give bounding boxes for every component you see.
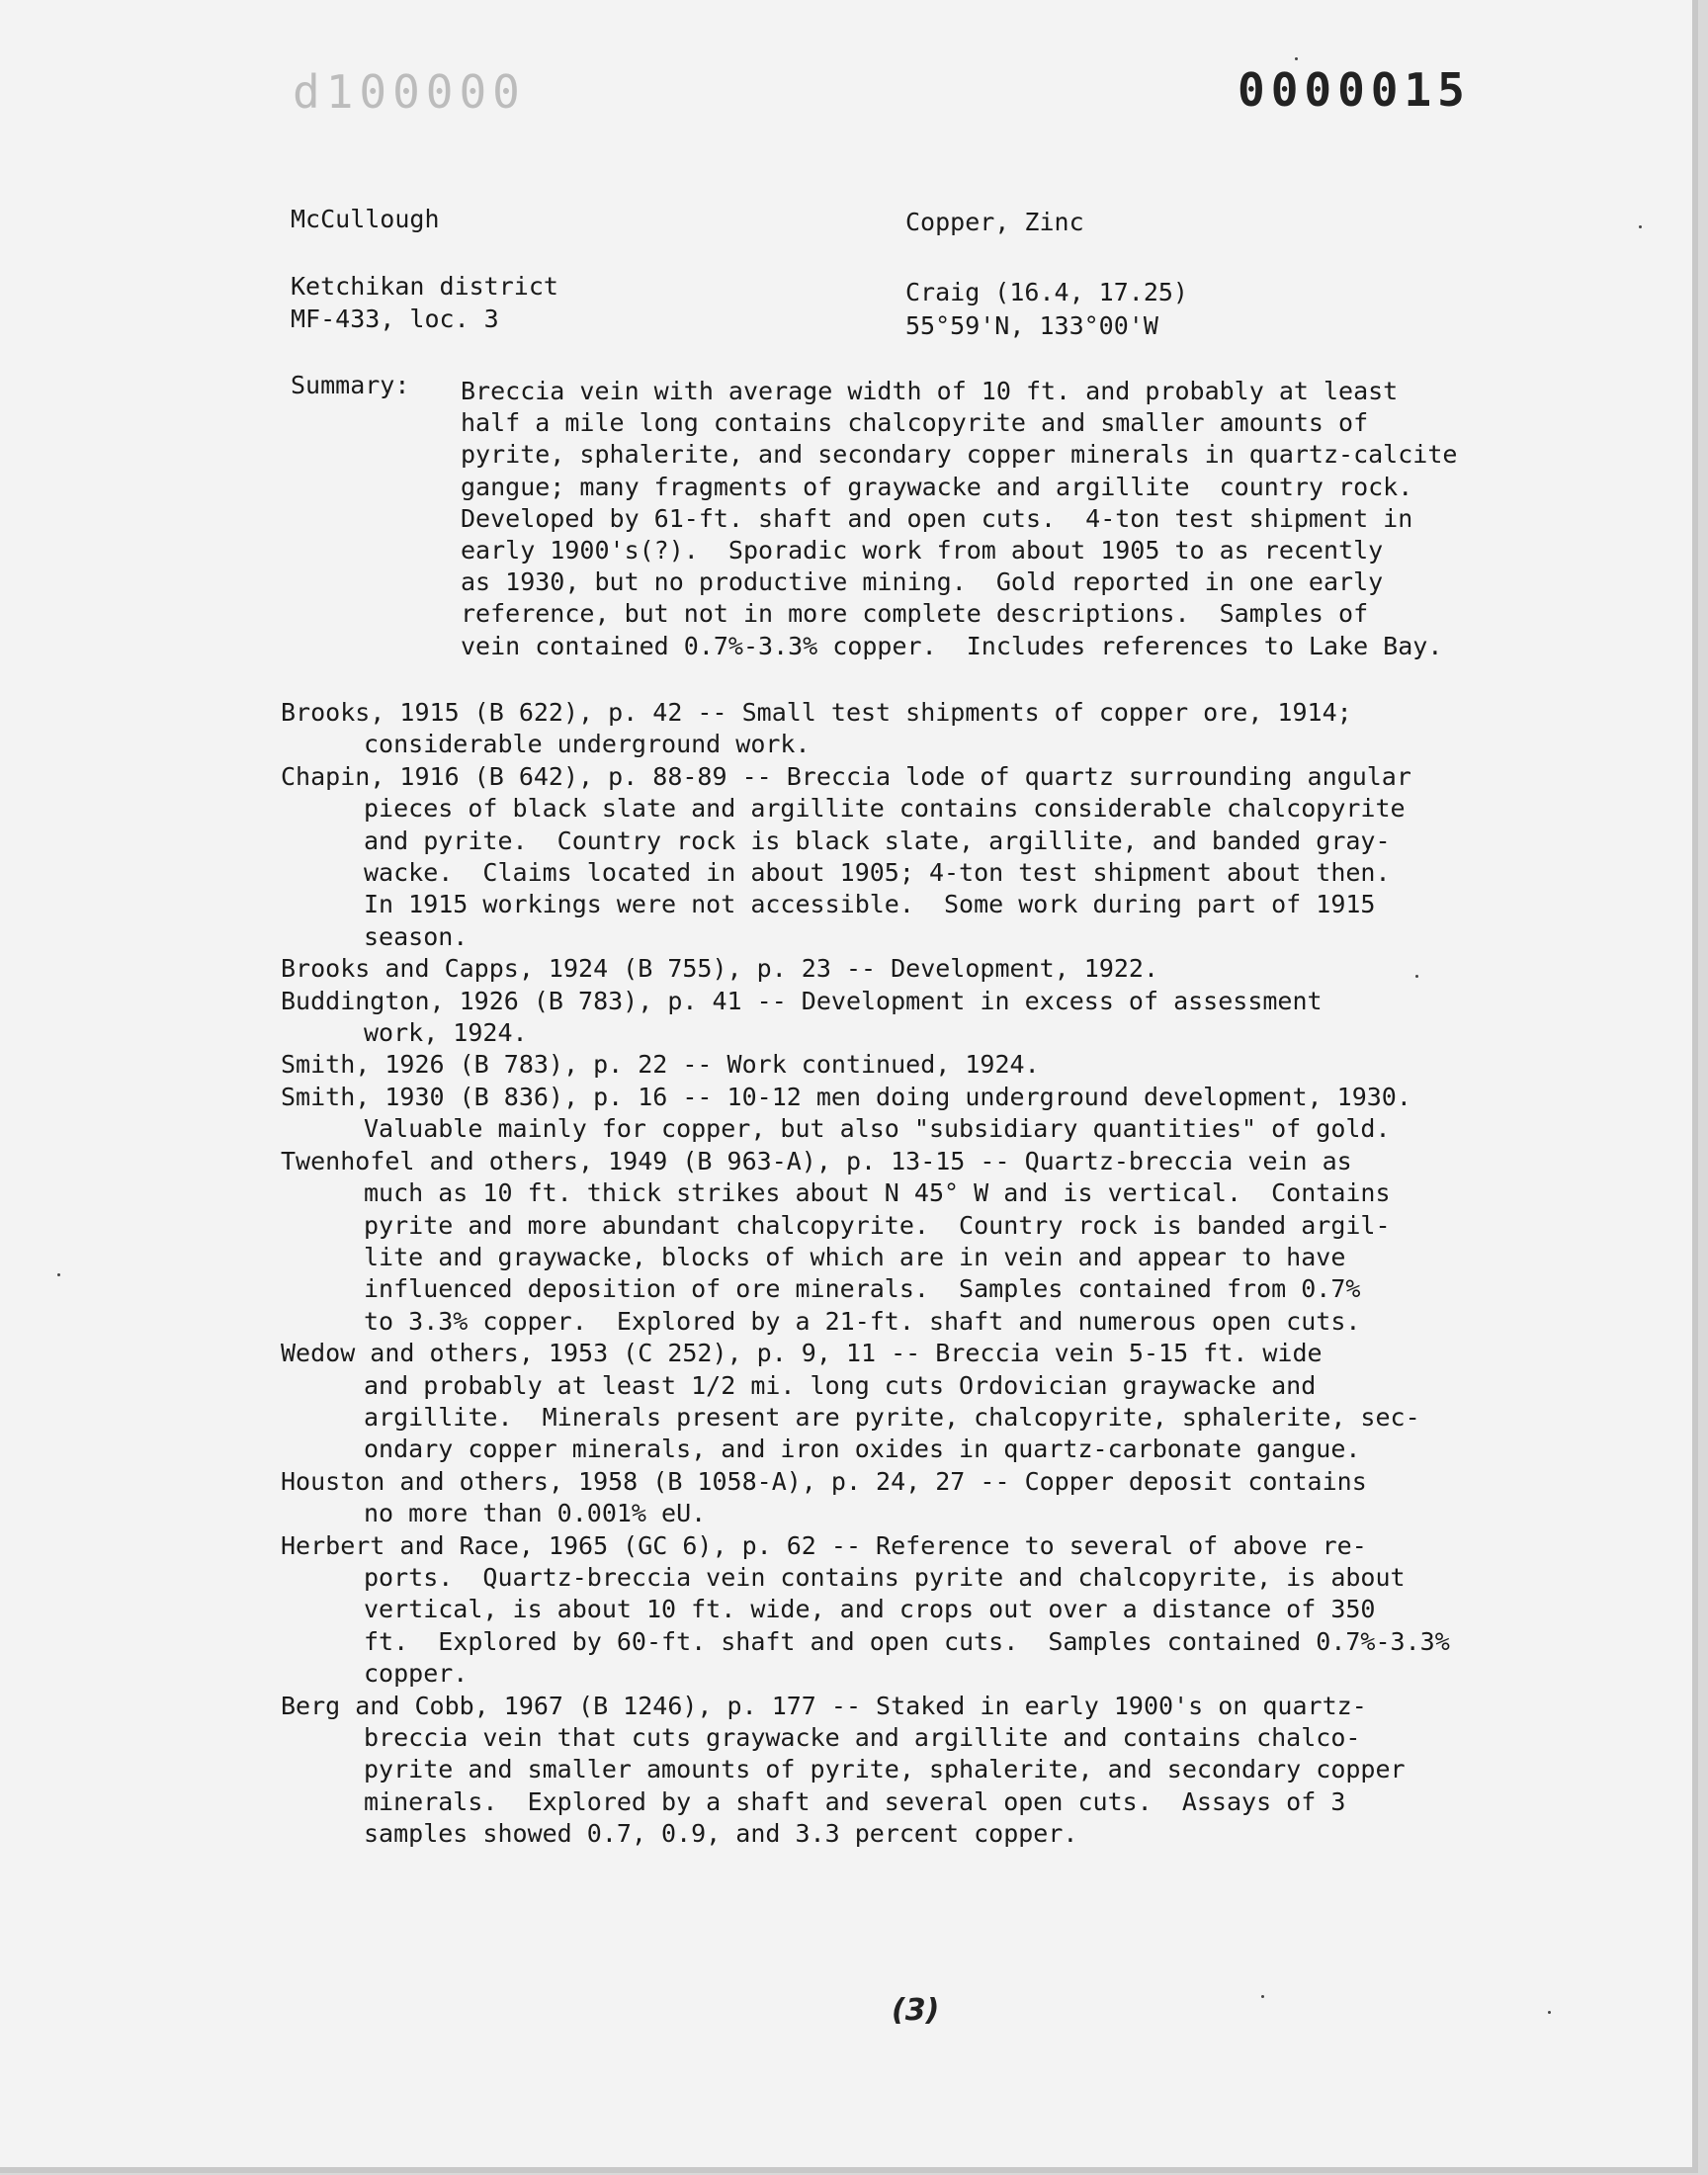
reference-continuation-line: to 3.3% copper. Explored by a 21-ft. shaft and numerous open cuts. bbox=[364, 1306, 1361, 1336]
reference-continuation-line: breccia vein that cuts graywacke and argillite and contains chalco- bbox=[364, 1723, 1361, 1752]
summary-line: pyrite, sphalerite, and secondary copper minerals in quartz-calcite bbox=[461, 440, 1458, 470]
reference-continuation-line: influenced deposition of ore minerals. Samples contained from 0.7% bbox=[364, 1274, 1361, 1304]
reference-continuation-line: season. bbox=[364, 921, 469, 951]
reference-continuation-line: considerable underground work. bbox=[364, 730, 811, 759]
summary-line: Breccia vein with average width of 10 ft. and probably at least bbox=[461, 377, 1399, 405]
reference-continuation-line: ft. Explored by 60-ft. shaft and open cuts. Samples contained 0.7%-3.3% bbox=[364, 1626, 1450, 1656]
stamp-number-left: d100000 bbox=[293, 65, 526, 119]
reference-citation-line: Twenhofel and others, 1949 (B 963-A), p. 13-15 -- Quartz-breccia vein as bbox=[281, 1146, 1352, 1175]
reference-citation-line: Buddington, 1926 (B 783), p. 41 -- Development in excess of assessment bbox=[281, 986, 1323, 1015]
reference-entry bbox=[281, 1466, 1625, 1530]
coordinates: 55°59'N, 133°00'W bbox=[905, 311, 1158, 340]
reference-citation-line: Berg and Cobb, 1967 (B 1246), p. 177 -- Staked in early 1900's on quartz- bbox=[281, 1691, 1367, 1720]
page-number: (3) bbox=[892, 1993, 940, 2028]
reference-continuation-line: argillite. Minerals present are pyrite, chalcopyrite, sphalerite, sec- bbox=[364, 1402, 1420, 1432]
quadrangle: Craig (16.4, 17.25) bbox=[905, 278, 1188, 306]
reference-citation-line: Brooks, 1915 (B 622), p. 42 -- Small test shipments of copper ore, 1914; bbox=[281, 698, 1352, 727]
summary-line: vein contained 0.7%-3.3% copper. Includes references to Lake Bay. bbox=[461, 631, 1443, 660]
district: Ketchikan district bbox=[291, 272, 558, 301]
reference-entry bbox=[281, 1530, 1625, 1691]
reference-continuation-line: In 1915 workings were not accessible. Some work during part of 1915 bbox=[364, 890, 1376, 919]
summary-line: as 1930, but no productive mining. Gold reported in one early bbox=[461, 567, 1384, 597]
reference-citation-line: Houston and others, 1958 (B 1058-A), p. 24, 27 -- Copper deposit contains bbox=[281, 1466, 1367, 1496]
reference-continuation-line: wacke. Claims located in about 1905; 4-ton test shipment about then. bbox=[364, 858, 1391, 888]
reference-continuation-line: work, 1924. bbox=[364, 1018, 528, 1048]
stamp-number-right: 0000015 bbox=[1238, 63, 1471, 117]
reference-entry bbox=[281, 986, 1625, 1050]
scan-speck bbox=[1639, 225, 1642, 228]
reference-citation-line: Brooks and Capps, 1924 (B 755), p. 23 -- Development, 1922. bbox=[281, 954, 1159, 984]
scan-speck bbox=[1548, 2011, 1551, 2014]
reference-continuation-line: pyrite and more abundant chalcopyrite. Country rock is banded argil- bbox=[364, 1210, 1391, 1240]
reference-entry bbox=[281, 1049, 1625, 1081]
reference-entry bbox=[281, 1691, 1625, 1851]
commodities: Copper, Zinc bbox=[905, 208, 1084, 236]
summary-label: Summary: bbox=[291, 371, 410, 399]
summary-text bbox=[461, 376, 1617, 662]
reference-continuation-line: pieces of black slate and argillite contains considerable chalcopyrite bbox=[364, 794, 1406, 824]
scan-speck bbox=[1295, 57, 1298, 60]
reference-continuation-line: no more than 0.001% eU. bbox=[364, 1499, 707, 1528]
reference-continuation-line: lite and graywacke, blocks of which are in vein and appear to have bbox=[364, 1242, 1346, 1271]
reference-citation-line: Wedow and others, 1953 (C 252), p. 9, 11 -- Breccia vein 5-15 ft. wide bbox=[281, 1339, 1323, 1368]
reference-continuation-line: minerals. Explored by a shaft and several open cuts. Assays of 3 bbox=[364, 1786, 1346, 1816]
reference-continuation-line: vertical, is about 10 ft. wide, and crops out over a distance of 350 bbox=[364, 1595, 1376, 1624]
reference-continuation-line: ports. Quartz-breccia vein contains pyrite and chalcopyrite, is about bbox=[364, 1562, 1406, 1592]
reference-entry bbox=[281, 1338, 1625, 1466]
reference-entry bbox=[281, 761, 1625, 953]
summary-line: reference, but not in more complete descriptions. Samples of bbox=[461, 599, 1369, 629]
reference-continuation-line: and probably at least 1/2 mi. long cuts Ordovician graywacke and bbox=[364, 1370, 1317, 1400]
reference-continuation-line: copper. bbox=[364, 1659, 469, 1689]
summary-line: gangue; many fragments of graywacke and argillite country rock. bbox=[461, 472, 1413, 501]
reference-continuation-line: much as 10 ft. thick strikes about N 45° W and is vertical. Contains bbox=[364, 1178, 1391, 1208]
reference-entry bbox=[281, 1146, 1625, 1338]
reference-citation-line: Smith, 1930 (B 836), p. 16 -- 10-12 men doing underground development, 1930. bbox=[281, 1082, 1411, 1111]
summary-line: early 1900's(?). Sporadic work from about 1905 to as recently bbox=[461, 536, 1384, 566]
reference-entry bbox=[281, 697, 1625, 761]
reference-list bbox=[281, 697, 1625, 1851]
deposit-name: McCullough bbox=[291, 205, 440, 233]
reference-continuation-line: ondary copper minerals, and iron oxides in quartz-carbonate gangue. bbox=[364, 1435, 1361, 1464]
scan-speck bbox=[1415, 975, 1418, 978]
reference-continuation-line: pyrite and smaller amounts of pyrite, sphalerite, and secondary copper bbox=[364, 1755, 1406, 1784]
reference-continuation-line: and pyrite. Country rock is black slate, argillite, and banded gray- bbox=[364, 826, 1391, 855]
reference-citation-line: Herbert and Race, 1965 (GC 6), p. 62 -- Reference to several of above re- bbox=[281, 1530, 1367, 1560]
reference-citation-line: Chapin, 1916 (B 642), p. 88-89 -- Breccia lode of quartz surrounding angular bbox=[281, 761, 1411, 791]
reference-entry bbox=[281, 953, 1625, 985]
reference-entry bbox=[281, 1082, 1625, 1146]
reference-continuation-line: Valuable mainly for copper, but also "subsidiary quantities" of gold. bbox=[364, 1114, 1391, 1144]
summary-line: half a mile long contains chalcopyrite and smaller amounts of bbox=[461, 408, 1369, 438]
scan-speck bbox=[1261, 1995, 1264, 1998]
summary-line: Developed by 61-ft. shaft and open cuts. 4-ton test shipment in bbox=[461, 503, 1413, 533]
scan-speck bbox=[57, 1273, 60, 1276]
reference-citation-line: Smith, 1926 (B 783), p. 22 -- Work continued, 1924. bbox=[281, 1050, 1040, 1080]
reference-continuation-line: samples showed 0.7, 0.9, and 3.3 percent copper. bbox=[364, 1819, 1078, 1849]
map-reference: MF-433, loc. 3 bbox=[291, 304, 499, 333]
